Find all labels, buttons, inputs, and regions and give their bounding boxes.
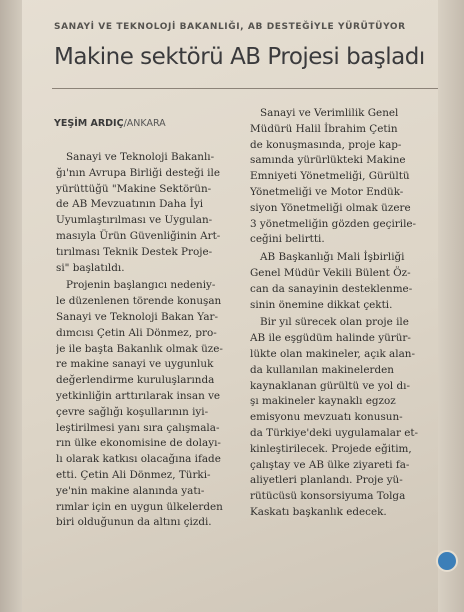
text-line: yetkinliğin arttırılarak insan ve: [56, 389, 221, 402]
article-paragraph: [250, 250, 426, 313]
text-line: rımlar için en uygun ülkelerden: [56, 500, 223, 513]
adjacent-column-edge: [438, 0, 464, 612]
blue-dot-mark: [436, 550, 458, 572]
text-line: ceğini belirtti.: [250, 233, 325, 246]
text-line: etti. Çetin Ali Dönmez, Türki-: [56, 468, 211, 481]
text-line: re makine sanayi ve uygunluk: [56, 358, 214, 371]
text-line: emisyonu mevzuatı konusun-: [250, 411, 403, 424]
article-paragraph: [250, 315, 426, 520]
text-line: şı makineler kaynaklı egzoz: [250, 395, 396, 408]
text-line: sinin önemine dikkat çekti.: [250, 298, 393, 311]
article-kicker: SANAYİ VE TEKNOLOJİ BAKANLIĞI, AB DESTEĞİYLE YÜRÜTÜYOR: [54, 22, 406, 32]
text-line: AB ile eşgüdüm halinde yürür-: [250, 332, 411, 345]
text-line: Müdürü Halil İbrahim Çetin: [250, 122, 398, 135]
text-line: Kaskatı başkanlık edecek.: [250, 505, 387, 518]
text-line: tırılması Teknik Destek Proje-: [56, 245, 213, 258]
text-line: le düzenlenen törende konuşan: [56, 295, 222, 308]
text-line: lükte olan makineler, açık alan-: [250, 347, 415, 360]
text-line: de AB Mevzuatının Daha İyi: [56, 198, 204, 211]
text-line: kaynaklanan gürültü ve yol dı-: [250, 379, 410, 392]
byline-separator: /: [123, 118, 127, 129]
text-line: da Türkiye'deki uygulamalar et-: [250, 426, 419, 439]
text-line: siyon Yönetmeliği olmak üzere: [250, 201, 411, 214]
text-line: je ile başta Bakanlık olmak üze-: [56, 342, 223, 355]
text-line: aliyetleri planlandı. Proje yü-: [250, 474, 403, 487]
text-line: AB Başkanlığı Mali İşbirliği: [260, 251, 405, 264]
article-paragraph: [56, 278, 234, 531]
article-paragraph: [56, 150, 234, 276]
text-line: da kullanılan makinelerden: [250, 363, 394, 376]
article-column-left: [56, 150, 234, 531]
text-line: çevre sağlığı koşullarının iyi-: [56, 405, 209, 418]
text-line: Sanayi ve Teknoloji Bakan Yar-: [56, 310, 219, 323]
text-line: Uyumlaştırılması ve Uygulan-: [56, 214, 213, 227]
text-line: Yönetmeliği ve Motor Endük-: [250, 185, 404, 198]
adjacent-page-edge: [0, 0, 22, 612]
text-line: ğı'nın Avrupa Birliği desteği ile: [56, 166, 220, 179]
text-line: Sanayi ve Teknoloji Bakanlı-: [66, 151, 215, 163]
headline-divider: [52, 88, 438, 89]
text-line: çalıştay ve AB ülke ziyareti fa-: [250, 458, 410, 471]
text-line: kinleştirilecek. Projede eğitim,: [250, 442, 412, 455]
text-line: Bir yıl sürecek olan proje ile: [260, 316, 409, 329]
text-line: rütücüsü konsorsiyuma Tolga: [250, 490, 406, 503]
text-line: Emniyeti Yönetmeliği, Gürültü: [250, 170, 410, 183]
text-line: değerlendirme kuruluşlarında: [56, 374, 215, 387]
text-line: de konuşmasında, proje kap-: [250, 138, 402, 151]
text-line: Sanayi ve Verimlilik Genel: [260, 107, 399, 119]
article-column-right: [250, 106, 426, 521]
text-line: masıyla Ürün Güvenliğinin Art-: [56, 229, 221, 242]
text-line: biri olduğunun da altını çizdi.: [56, 516, 212, 529]
text-line: samında yürürlükteki Makine: [250, 154, 406, 167]
article-paragraph: [250, 106, 426, 248]
text-line: 3 yönetmeliğin gözden geçirile-: [250, 217, 417, 230]
article-byline: [54, 118, 166, 129]
text-line: ye'nin makine alanında yatı-: [56, 484, 205, 497]
text-line: dımcısı Çetin Ali Dönmez, pro-: [56, 326, 217, 339]
text-line: Genel Müdür Vekili Bülent Öz-: [250, 266, 411, 279]
text-line: rın ülke ekonomisine de dolayı-: [56, 437, 221, 450]
text-line: leştirilmesi yanı sıra çalışmala-: [56, 421, 220, 434]
text-line: can da sanayinin desteklenme-: [250, 282, 413, 295]
text-line: yürüttüğü "Makine Sektörün-: [56, 182, 212, 195]
text-line: si" başlatıldı.: [56, 261, 125, 274]
text-line: lı olarak katkısı olacağına ifade: [56, 453, 221, 466]
byline-author: YEŞİM ARDIÇ: [54, 118, 124, 129]
article-headline: Makine sektörü AB Projesi başladı: [54, 44, 425, 70]
byline-city: ANKARA: [126, 118, 166, 129]
text-line: Projenin başlangıcı nedeniy-: [66, 279, 216, 292]
